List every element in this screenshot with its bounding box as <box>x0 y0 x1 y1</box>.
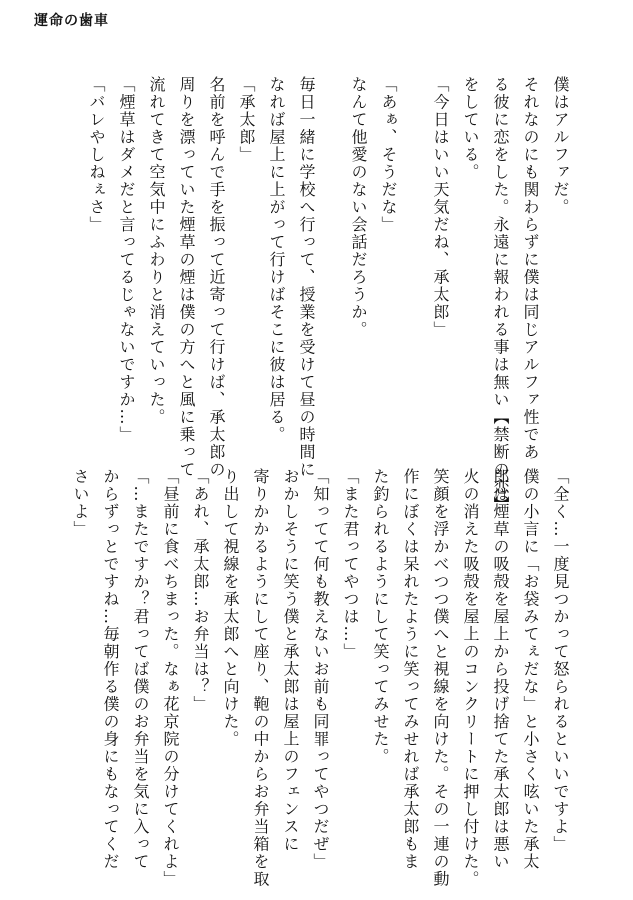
text-line: 僕はアルファだ。 <box>551 76 570 216</box>
text-line: 「また君ってやつは…」 <box>341 468 360 661</box>
text-line: おかしそうに笑う僕と承太郎は屋上のフェンスに <box>281 468 300 853</box>
upper-text-block <box>81 76 575 514</box>
text-line: 郎は煙草の吸殻を屋上から投げ捨てた承太郎は悪い <box>491 468 510 871</box>
text-line: 火の消えた吸殻を屋上のコンクリートに押し付けた。 <box>461 468 480 888</box>
text-line: をしている。 <box>461 76 480 181</box>
text-line: 「知ってて何も教えないお前も同罪ってやつだぜ」 <box>311 468 330 871</box>
text-line: 「あれ、承太郎…お弁当は？」 <box>191 468 210 713</box>
text-line: 「承太郎」 <box>237 76 256 164</box>
text-line: る彼に恋をした。永遠に報われる事は無い【禁断の恋】 <box>491 76 510 514</box>
text-line: 流れてきて空気中にふわりと消えていった。 <box>147 76 166 426</box>
text-line: 「…またですか？君ってば僕のお弁当を気に入って <box>131 468 150 871</box>
page-title: 運命の歯車 <box>34 13 109 29</box>
text-line: なんて他愛のない会話だろうか。 <box>349 76 368 339</box>
text-line: からずっとですね…毎朝作る僕の身にもなってくだ <box>101 468 120 871</box>
text-line: 「あぁ、そうだな」 <box>379 76 398 234</box>
text-line: 「全く…一度見つかって怒られるといいですよ」 <box>551 468 570 853</box>
text-line: 僕の小言に「お袋みてぇだな」と小さく呟いた承太 <box>521 468 540 871</box>
text-line: 「今日はいい天気だね、承太郎」 <box>431 76 450 339</box>
text-line: 寄りかかるようにして座り、鞄の中からお弁当箱を取 <box>251 468 270 888</box>
text-line: 毎日一緒に学校へ行って、授業を受けて昼の時間に <box>297 76 316 479</box>
text-line: り出して視線を承太郎へと向けた。 <box>221 468 240 748</box>
text-line: 作にぼくは呆れたように笑ってみせれば承太郎もま <box>401 468 420 871</box>
text-line: なれば屋上に上がって行けばそこに彼は居る。 <box>267 76 286 444</box>
text-line: 「煙草はダメだと言ってるじゃないですか…」 <box>117 76 136 444</box>
text-line: さいよ」 <box>71 468 90 538</box>
text-line: 「昼前に食べちまった。なぁ花京院の分けてくれよ」 <box>161 468 180 888</box>
text-line: それなのにも関わらずに僕は同じアルファ性であ <box>521 76 540 461</box>
text-line: 周りを漂っていた煙草の煙は僕の方へと風に乗って <box>177 76 196 479</box>
text-line: 笑顔を浮かべつつ僕へと視線を向けた。その一連の動 <box>431 468 450 888</box>
text-line: た釣られるようにして笑ってみせた。 <box>371 468 390 766</box>
text-line: 名前を呼んで手を振って近寄って行けば、承太郎の <box>207 76 226 479</box>
lower-text-block <box>65 468 575 888</box>
text-line: 「バレやしねぇさ」 <box>87 76 106 234</box>
